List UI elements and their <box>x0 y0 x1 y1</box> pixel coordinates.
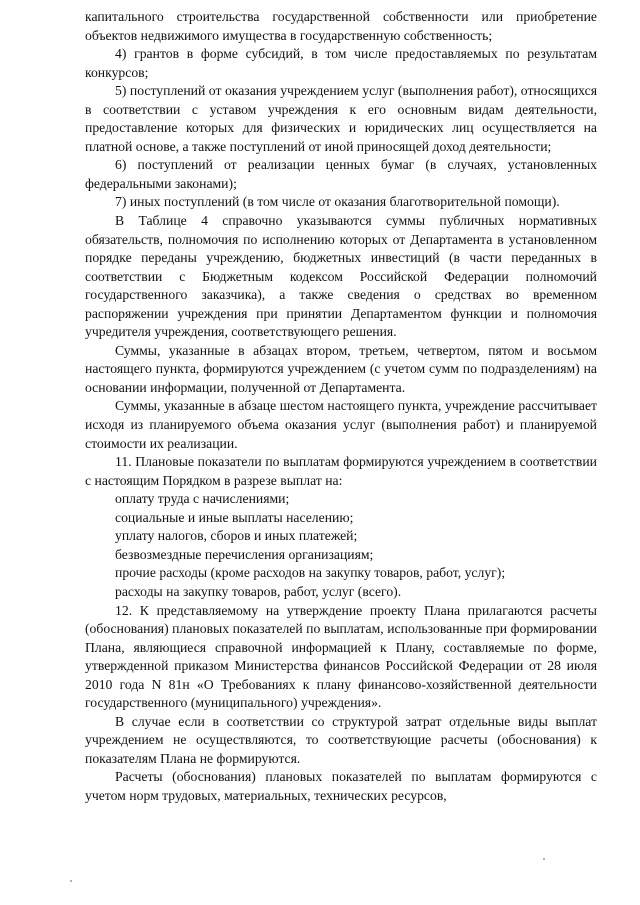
scan-speck <box>70 880 72 882</box>
scan-speck <box>543 858 545 860</box>
paragraph: 12. К представляемому на утверждение проекту Плана прилагаются расчеты (обоснования) плановых показателей по выплатам, использованные при формировании Плана, являющиеся справочной информацией к Плану, составляемые по форме, утвержденной приказом Министерства финансов Российской Федерации от 28 июля 2010 года N 81н «О Требованиях к плану финансово-хозяйственной деятельности государственного (муниципального) учреждения». <box>85 602 597 711</box>
list-item: прочие расходы (кроме расходов на закупку товаров, работ, услуг); <box>115 565 506 581</box>
document-body-top <box>85 8 597 490</box>
paragraph: Расчеты (обоснования) плановых показателей по выплатам формируются с учетом норм трудовых, материальных, технических ресурсов, <box>85 769 597 803</box>
paragraph: капитального строительства государственной собственности или приобретение объектов недвижимого имущества в государственную собственность; <box>85 9 597 43</box>
list-item: безвозмездные перечисления организациям; <box>115 546 374 562</box>
list-item: расходы на закупку товаров, работ, услуг (всего). <box>115 583 402 599</box>
list-item: уплату налогов, сборов и иных платежей; <box>115 528 358 544</box>
document-page <box>85 8 597 806</box>
list-item: социальные и иные выплаты населению; <box>115 509 354 525</box>
document-body-bottom <box>85 602 597 806</box>
paragraph: 7) иных поступлений (в том числе от оказания благотворительной помощи). <box>115 194 560 210</box>
paragraph: 11. Плановые показатели по выплатам формируются учреждением в соответствии с настоящим Порядком в разрезе выплат на: <box>85 454 597 488</box>
paragraph: Суммы, указанные в абзаце шестом настоящего пункта, учреждение рассчитывает исходя из планируемого объема оказания услуг (выполнения работ) и планируемой стоимости их реализации. <box>85 398 597 451</box>
paragraph: 6) поступлений от реализации ценных бумаг (в случаях, установленных федеральными законами); <box>85 157 597 191</box>
paragraph: 5) поступлений от оказания учреждением услуг (выполнения работ), относящихся в соответствии с уставом учреждения к его основным видам деятельности, предоставление которых для физических и юридических лиц осуществляется на платной основе, а также поступлений от иной приносящей доход деятельности; <box>85 83 597 154</box>
paragraph: В случае если в соответствии со структурой затрат отдельные виды выплат учреждением не осуществляются, то соответствующие расчеты (обоснования) к показателям Плана не формируются. <box>85 713 597 766</box>
list-item: оплату труда с начислениями; <box>115 491 290 507</box>
paragraph: В Таблице 4 справочно указываются суммы публичных нормативных обязательств, полномочия по исполнению которых от Департамента в установленном порядке переданы учреждению, бюджетных инвестиций (в части переданных в соответствии с Бюджетным кодексом Российской Федерации полномочий государственного заказчика), а также сведения о средствах во временном распоряжении учреждения при принятии Департаментом функции и полномочия учредителя учреждения, соответствующего решения. <box>85 213 597 340</box>
paragraph: Суммы, указанные в абзацах втором, третьем, четвертом, пятом и восьмом настоящего пункта, формируются учреждением (с учетом сумм по подразделениям) на основании информации, полученной от Департамента. <box>85 342 597 395</box>
payment-list <box>85 490 597 601</box>
paragraph: 4) грантов в форме субсидий, в том числе предоставляемых по результатам конкурсов; <box>85 46 597 80</box>
